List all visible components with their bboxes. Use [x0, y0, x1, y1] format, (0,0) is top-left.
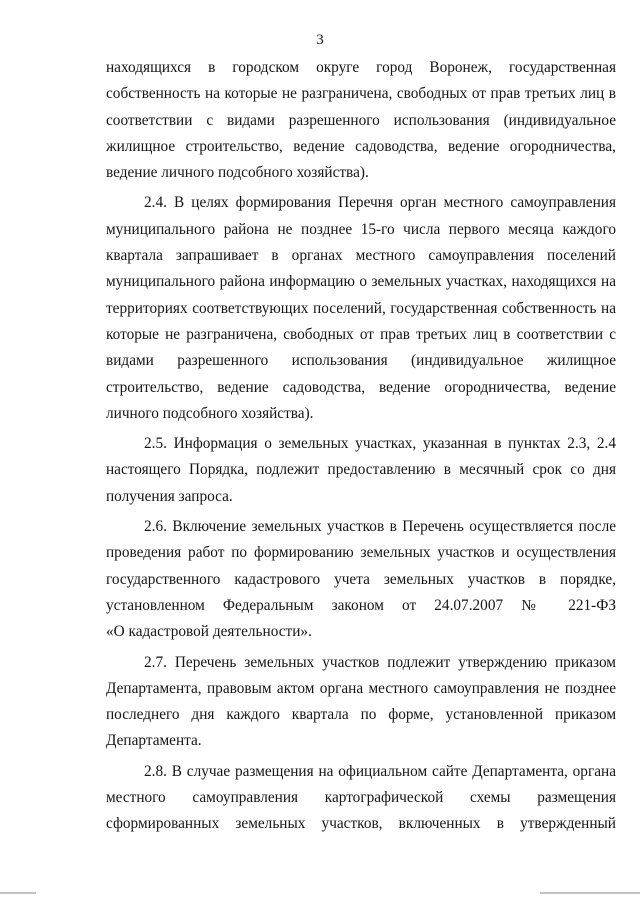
text-line: установленном Федеральным законом от 24.07.2007 № 221-ФЗ	[106, 596, 616, 614]
text-line: государственного кадастрового учета земельных участков в порядке,	[106, 570, 616, 588]
paragraph-2-4	[106, 190, 616, 427]
text-line: Департамента.	[106, 732, 202, 750]
text-line: ведение личного подсобного хозяйства).	[106, 164, 369, 182]
text-line: 2.5. Информация о земельных участках, указанная в пунктах 2.3, 2.4	[144, 435, 616, 453]
text-line: проведения работ по формированию земельных участков и осуществления	[106, 544, 616, 562]
paragraph-2-7	[106, 650, 616, 755]
text-line: квартала запрашивает в органах местного самоуправления поселений	[106, 247, 616, 265]
page-number: 3	[316, 32, 324, 48]
text-line: последнего дня каждого квартала по форме, установленной приказом	[106, 706, 616, 724]
text-line: видами разрешенного использования (индивидуальное жилищное	[106, 352, 616, 370]
scan-edge-mark	[540, 892, 640, 894]
text-line: личного подсобного хозяйства).	[106, 404, 314, 422]
scan-edge-mark	[0, 892, 36, 894]
text-line: 2.8. В случае размещения на официальном сайте Департамента, органа	[144, 762, 616, 780]
text-line: получения запроса.	[106, 487, 233, 505]
text-line: Департамента, правовым актом органа местного самоуправления не позднее	[106, 679, 616, 697]
text-line: которые не разграничена, свободных от прав третьих лиц в соответствии с	[106, 325, 616, 343]
text-line: находящихся в городском округе город Воронеж, государственная	[106, 59, 616, 76]
text-line: 2.6. Включение земельных участков в Перечень осуществляется после	[144, 518, 616, 536]
paragraph-continuation	[106, 55, 616, 186]
text-line: муниципального района информацию о земельных участках, находящихся на	[106, 273, 616, 291]
text-line: муниципального района не позднее 15-го числа первого месяца каждого	[106, 220, 616, 238]
paragraph-2-8	[106, 759, 616, 838]
text-line: 2.4. В целях формирования Перечня орган местного самоуправления	[144, 194, 616, 212]
text-line: жилищное строительство, ведение садоводства, ведение огородничества,	[106, 137, 616, 155]
text-line: строительство, ведение садоводства, ведение огородничества, ведение	[106, 378, 616, 396]
paragraph-2-6	[106, 514, 616, 645]
text-line: территориях соответствующих поселений, государственная собственность на	[106, 299, 616, 317]
paragraph-2-5	[106, 431, 616, 510]
text-line: сформированных земельных участков, включенных в утвержденный	[106, 815, 616, 833]
text-line: соответствии с видами разрешенного использования (индивидуальное	[106, 111, 616, 129]
text-line: собственность на которые не разграничена, свободных от прав третьих лиц в	[106, 85, 616, 103]
document-body	[106, 55, 616, 838]
text-line: местного самоуправления картографической схемы размещения	[106, 789, 616, 807]
text-line: «О кадастровой деятельности».	[106, 623, 312, 641]
text-line: настоящего Порядка, подлежит предоставлению в месячный срок со дня	[106, 461, 616, 479]
text-line: 2.7. Перечень земельных участков подлежит утверждению приказом	[144, 653, 616, 671]
